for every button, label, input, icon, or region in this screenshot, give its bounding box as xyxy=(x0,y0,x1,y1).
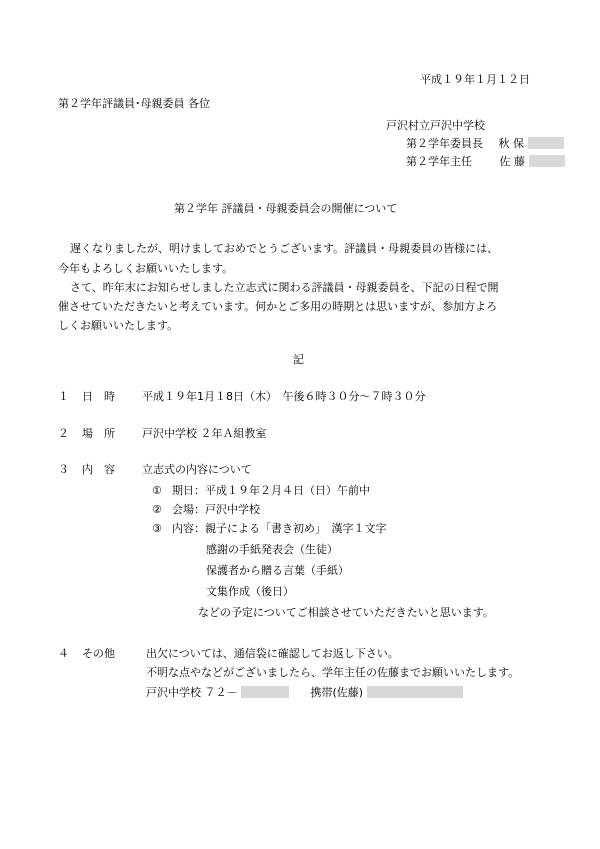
sub-closing: などの予定についてご相談させていただきたいと思います。 xyxy=(198,606,494,619)
redacted-phone xyxy=(241,686,289,698)
item-value: 平成１９年1月１8日（木） 午後６時３０分～７時３０分 xyxy=(142,390,426,403)
item-label: 日 時 xyxy=(82,390,115,403)
sender-role: 第２学年主任 xyxy=(406,155,472,168)
school-phone-label: 戸沢中学校 ７２－ xyxy=(146,686,238,699)
body-line: さて、昨年末にお知らせしました立志式に関わる評議員・母親委員を、下記の日程で開 xyxy=(70,281,499,294)
sub-item-text: 期日：平成１９年２月４日（日）午前中 xyxy=(172,484,370,497)
mobile-label: 携帯(佐藤) xyxy=(310,686,364,699)
document-date: 平成１９年１月１２日 xyxy=(420,73,530,86)
sub-item-text: 保護者から贈る言葉（手紙） xyxy=(206,564,349,577)
sub-item-text: 感謝の手紙発表会（生徒） xyxy=(206,543,338,556)
document-title: 第２学年 評議員・母親委員会の開催について xyxy=(174,202,398,215)
sub-item-mark: ③ xyxy=(152,522,162,535)
item-label: 場 所 xyxy=(82,427,115,440)
body-line: 催させていただきたいと考えています。何かとご多用の時期とは思いますが、参加方よろ xyxy=(58,300,498,313)
other-line: 出欠については、通信袋に確認してお返し下さい。 xyxy=(146,647,399,660)
item-label: 内 容 xyxy=(82,463,115,476)
addressee: 第２学年評議員･母親委員 各位 xyxy=(58,97,210,110)
sub-item-mark: ② xyxy=(152,503,162,516)
sub-item-text: 内容：親子による「書き初め」 漢字１文字 xyxy=(172,522,387,535)
ki-heading: 記 xyxy=(293,353,304,366)
sender-line-2 xyxy=(406,155,565,169)
item-number: １ xyxy=(58,390,69,403)
sender-name: 佐 藤 xyxy=(499,155,525,168)
sub-item-text: 文集作成（後日） xyxy=(206,585,294,598)
contact-line xyxy=(146,686,463,700)
redacted-name xyxy=(529,155,565,167)
sender-name: 秋 保 xyxy=(498,137,524,150)
item-number: ４ xyxy=(58,647,69,660)
body-line: 今年もよろしくお願いいたします。 xyxy=(58,262,234,275)
body-line: 遅くなりましたが、明けましておめでとうございます。評議員・母親委員の皆様には、 xyxy=(70,242,499,255)
sub-item-text: 会場：戸沢中学校 xyxy=(172,503,260,516)
sender-school: 戸沢村立戸沢中学校 xyxy=(386,119,485,132)
item-number: ３ xyxy=(58,463,69,476)
item-number: ２ xyxy=(58,427,69,440)
body-line: しくお願いいたします。 xyxy=(58,319,179,332)
item-value: 立志式の内容について xyxy=(142,463,252,476)
sender-role: 第２学年委員長 xyxy=(406,137,483,150)
item-label: その他 xyxy=(82,647,115,660)
sender-line-1 xyxy=(406,137,564,151)
redacted-name xyxy=(528,137,564,149)
item-value: 戸沢中学校 ２年Ａ組教室 xyxy=(142,427,267,440)
other-line: 不明な点やなどがございましたら、学年主任の佐藤までお願いいたします。 xyxy=(146,666,520,679)
sub-item-mark: ① xyxy=(152,484,162,497)
redacted-mobile xyxy=(367,686,463,698)
